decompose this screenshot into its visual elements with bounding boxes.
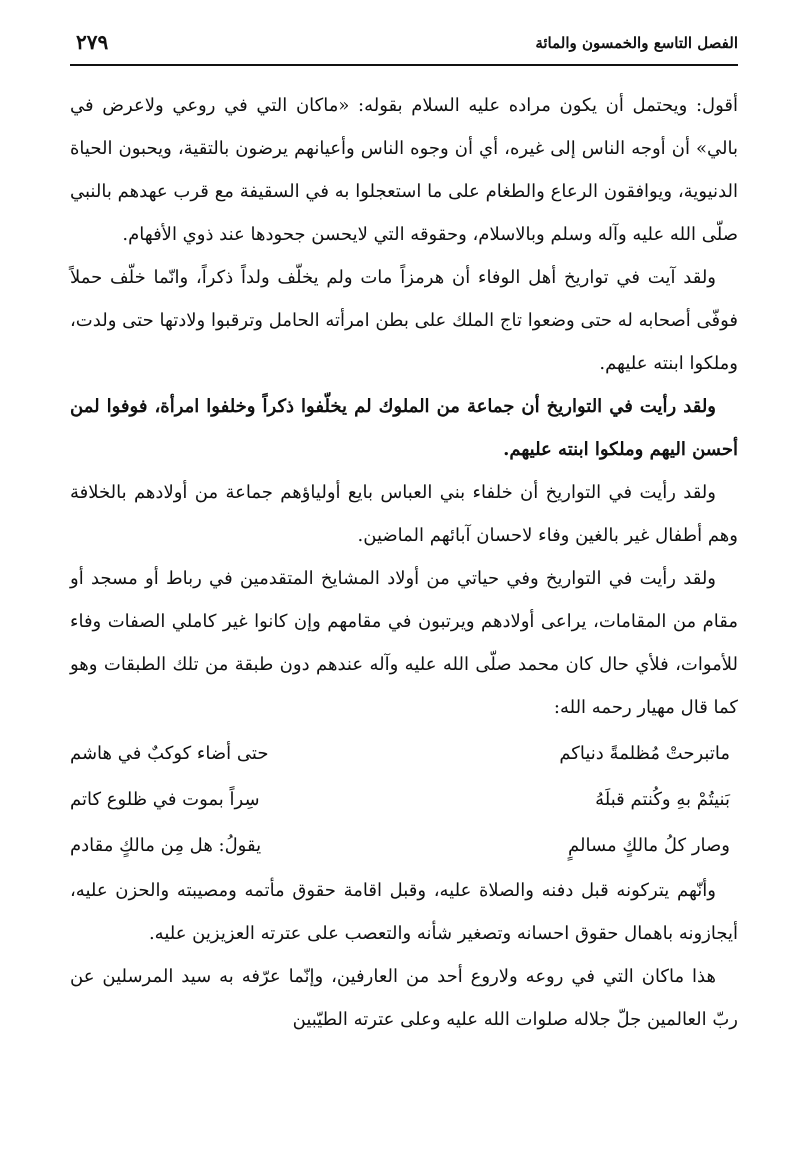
page-header [70,28,738,66]
page-body [70,84,738,1041]
verse-second-hemistich: حتى أضاء كوكبٌ في هاشم [70,743,269,764]
chapter-title: الفصل التاسع والخمسون والمائة [535,34,738,52]
verse-first-hemistich: بَنيتُمْ بهِ وكُنتم قبلَهُ [595,789,730,810]
verse-second-hemistich: يقولُ: هل مِن مالكٍ مقادم [70,835,262,856]
poem [70,731,738,869]
book-page [70,28,738,1138]
paragraph: ولقد آيت في تواريخ أهل الوفاء أن هرمزاً مات ولم يخلّف ولداً ذكراً، وانّما خلّف حملاً فوفّى أصحابه له حتى وضعوا تاج الملك على بطن امرأته الحامل وترقبوا ولادتها حتى ولدت، وملكوا ابنته عليهم. [70,267,739,374]
page-number: ٢٧٩ [76,30,109,54]
verse-first-hemistich: ماتبرحتْ مُظلمةً دنياكم [559,743,730,764]
paragraph: أقول: ويحتمل أن يكون مراده عليه السلام بقوله: «ماكان التي في روعي ولاعرض في بالي» أن أوجه الناس إلى غيره، أي أن وجوه الناس وأعيانهم يرضون بالتقية، ويحبون الحياة الدنيوية، ويوافقون الرعاع والطغام على ما استعجلوا به في السقيفة مع قرب عهدهم بالنبي صلّى الله عليه وآله وسلم وبالاسلام، وحقوقه التي لايحسن جحودها عند ذوي الأفهام. [70,95,738,245]
paragraph: هذا ماكان التي في روعه ولاروع أحد من العارفين، وإنّما عرّفه به سيد المرسلين عن ربّ العالمين جلّ جلاله صلوات الله عليه وعلى عترته الطيّبين [70,966,738,1030]
paragraph: ولقد رأيت في التواريخ أن خلفاء بني العباس بايع أولياؤهم جماعة من أولادهم بالخلافة وهم أطفال غير بالغين وفاء لاحسان آبائهم الماضين. [70,482,738,546]
poem-verse [70,823,738,869]
verse-second-hemistich: سِراً بموت في ظلوع كاتم [70,789,260,810]
paragraph: ولقد رأيت في التواريخ أن جماعة من الملوك لم يخلّفوا ذكراً وخلفوا امرأة، فوفوا لمن أحسن اليهم وملكوا ابنته عليهم. [70,396,738,460]
verse-first-hemistich: وصار كلُ مالكٍ مسالمٍ [568,835,730,856]
poem-verse [70,777,738,823]
paragraph: ولقد رأيت في التواريخ وفي حياتي من أولاد المشايخ المتقدمين في رباط أو مسجد أو مقام من المقامات، يراعى أولادهم ويرتبون في مقامهم وإن كانوا غير كاملي الصفات وفاء للأموات، فلأي حال كان محمد صلّى الله عليه وآله عندهم دون طبقة من تلك الطبقات وهو كما قال مهيار رحمه الله: [70,568,738,718]
paragraph: وأنّهم يتركونه قبل دفنه والصلاة عليه، وقبل اقامة حقوق مأتمه ومصيبته والحزن عليه، أيجازونه باهمال حقوق احسانه وتصغير شأنه والتعصب على عترته العزيزين عليه. [70,880,738,944]
poem-verse [70,731,738,777]
